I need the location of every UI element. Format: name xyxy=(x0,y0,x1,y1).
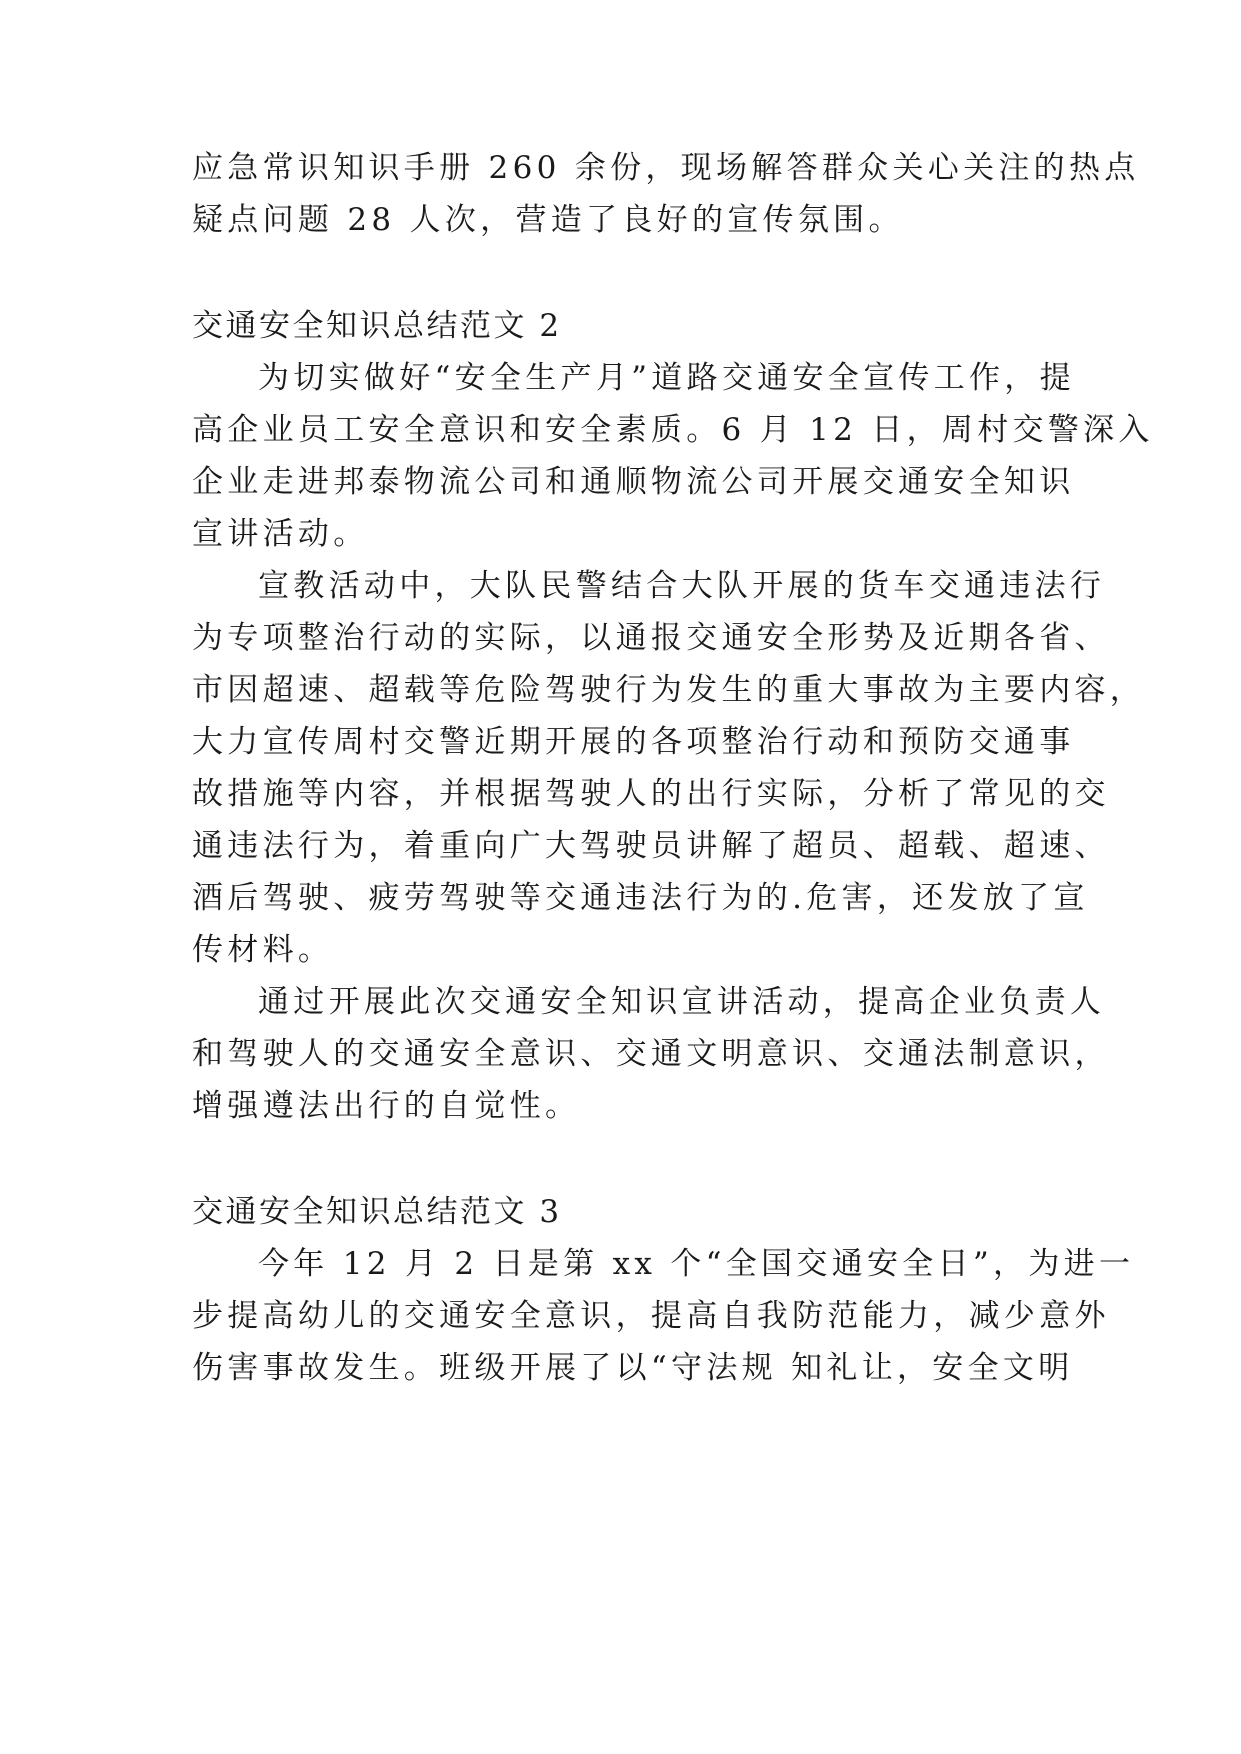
s2-p3-line-3: 增强遵法出行的自觉性。 xyxy=(192,1088,581,1124)
s2-p2-line-4: 大力宣传周村交警近期开展的各项整治行动和预防交通事 xyxy=(192,724,1075,760)
s2-p3-line-1: 通过开展此次交通安全知识宣讲活动，提高企业负责人 xyxy=(258,984,1106,1020)
s2-p1-line-1: 为切实做好“安全生产月”道路交通安全宣传工作，提 xyxy=(258,360,1075,396)
section-2-heading: 交通安全知识总结范文 2 xyxy=(192,308,562,344)
section-3-heading: 交通安全知识总结范文 3 xyxy=(192,1194,562,1230)
s2-p2-line-1: 宣教活动中，大队民警结合大队开展的货车交通违法行 xyxy=(258,568,1106,604)
s2-p1-line-3: 企业走进邦泰物流公司和通顺物流公司开展交通安全知识 xyxy=(192,464,1075,500)
s2-p2-line-5: 故措施等内容，并根据驾驶人的出行实际，分析了常见的交 xyxy=(192,776,1110,812)
intro-line-2: 疑点问题 28 人次，营造了良好的宣传氛围。 xyxy=(192,202,904,238)
s3-p1-line-1: 今年 12 月 2 日是第 xx 个“全国交通安全日”，为进一 xyxy=(258,1246,1135,1282)
intro-line-1: 应急常识知识手册 260 余份，现场解答群众关心关注的热点 xyxy=(192,150,1140,186)
s3-p1-line-3: 伤害事故发生。班级开展了以“守法规 知礼让，安全文明 xyxy=(192,1350,1074,1386)
s2-p1-line-4: 宣讲活动。 xyxy=(192,516,369,552)
s2-p2-line-3: 市因超速、超载等危险驾驶行为发生的重大事故为主要内容， xyxy=(192,672,1146,708)
s2-p2-line-7: 酒后驾驶、疲劳驾驶等交通违法行为的.危害，还发放了宣 xyxy=(192,880,1089,916)
s2-p2-line-6: 通违法行为，着重向广大驾驶员讲解了超员、超载、超速、 xyxy=(192,828,1110,864)
s2-p2-line-2: 为专项整治行动的实际，以通报交通安全形势及近期各省、 xyxy=(192,620,1110,656)
s2-p1-line-2: 高企业员工安全意识和安全素质。6 月 12 日，周村交警深入 xyxy=(192,412,1154,448)
s2-p3-line-2: 和驾驶人的交通安全意识、交通文明意识、交通法制意识， xyxy=(192,1036,1110,1072)
s2-p2-line-8: 传材料。 xyxy=(192,932,334,968)
s3-p1-line-2: 步提高幼儿的交通安全意识，提高自我防范能力，减少意外 xyxy=(192,1298,1110,1334)
